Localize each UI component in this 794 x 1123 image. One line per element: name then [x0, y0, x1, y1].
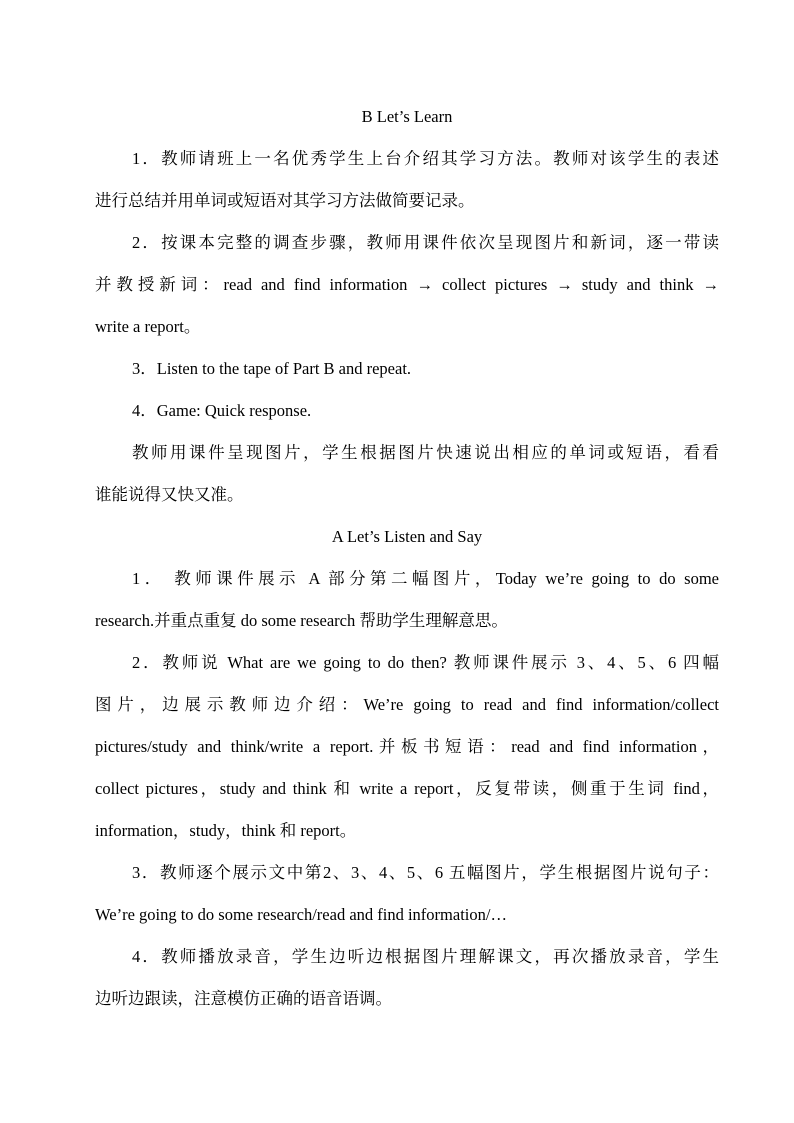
paragraph-a4-line2: 边听边跟读，注意模仿正确的语音语调。	[95, 989, 392, 1008]
paragraph-b1-line2: 进行总结并用单词或短语对其学习方法做简要记录。	[95, 191, 475, 210]
paragraph-a2-line4: collect pictures，study and think 和 write a report，反复带读，侧重于生词 find，	[95, 779, 719, 798]
section-heading-a: A Let’s Listen and Say	[331, 527, 483, 546]
paragraph-a2-line1: 2．教师说 What are we going to do then? 教师课件展示 3、4、5、6 四幅	[132, 653, 719, 672]
paragraph-a3-line2: We’re going to do some research/read and find information/…	[95, 905, 507, 924]
paragraph-b2-line3: write a report。	[95, 317, 201, 336]
paragraph-b2-line1: 2．按课本完整的调查步骤，教师用课件依次呈现图片和新词，逐一带读	[132, 233, 719, 252]
section-heading-b: B Let’s Learn	[361, 107, 453, 126]
paragraph-b1-line1: 1．教师请班上一名优秀学生上台介绍其学习方法。教师对该学生的表述	[132, 149, 719, 168]
paragraph-b3: 3．Listen to the tape of Part B and repeat.	[132, 359, 412, 378]
paragraph-b4: 4．Game: Quick response.	[132, 401, 312, 420]
paragraph-a2-line3: pictures/study and think/write a report.并板书短语：read and find information，	[95, 737, 719, 756]
paragraph-a1-line1: 1． 教师课件展示 A 部分第二幅图片，Today we’re going to do some	[132, 569, 719, 588]
paragraph-a3-line1: 3．教师逐个展示文中第2、3、4、5、6 五幅图片，学生根据图片说句子：	[132, 863, 719, 882]
paragraph-a4-line1: 4．教师播放录音，学生边听边根据图片理解课文，再次播放录音，学生	[132, 947, 719, 966]
paragraph-a2-line2: 图片，边展示教师边介绍：We’re going to read and find information/collect	[95, 695, 719, 714]
paragraph-b4-desc-line1: 教师用课件呈现图片，学生根据图片快速说出相应的单词或短语，看看	[132, 443, 719, 462]
paragraph-b4-desc-line2: 谁能说得又快又准。	[95, 485, 244, 504]
document-page	[95, 96, 719, 1020]
paragraph-a2-line5: information，study，think 和 report。	[95, 821, 357, 840]
paragraph-b2-line2: 并教授新词：read and find information → collect pictures → study and think →	[95, 275, 719, 294]
paragraph-a1-line2: research.并重点重复 do some research 帮助学生理解意思。	[95, 611, 508, 630]
